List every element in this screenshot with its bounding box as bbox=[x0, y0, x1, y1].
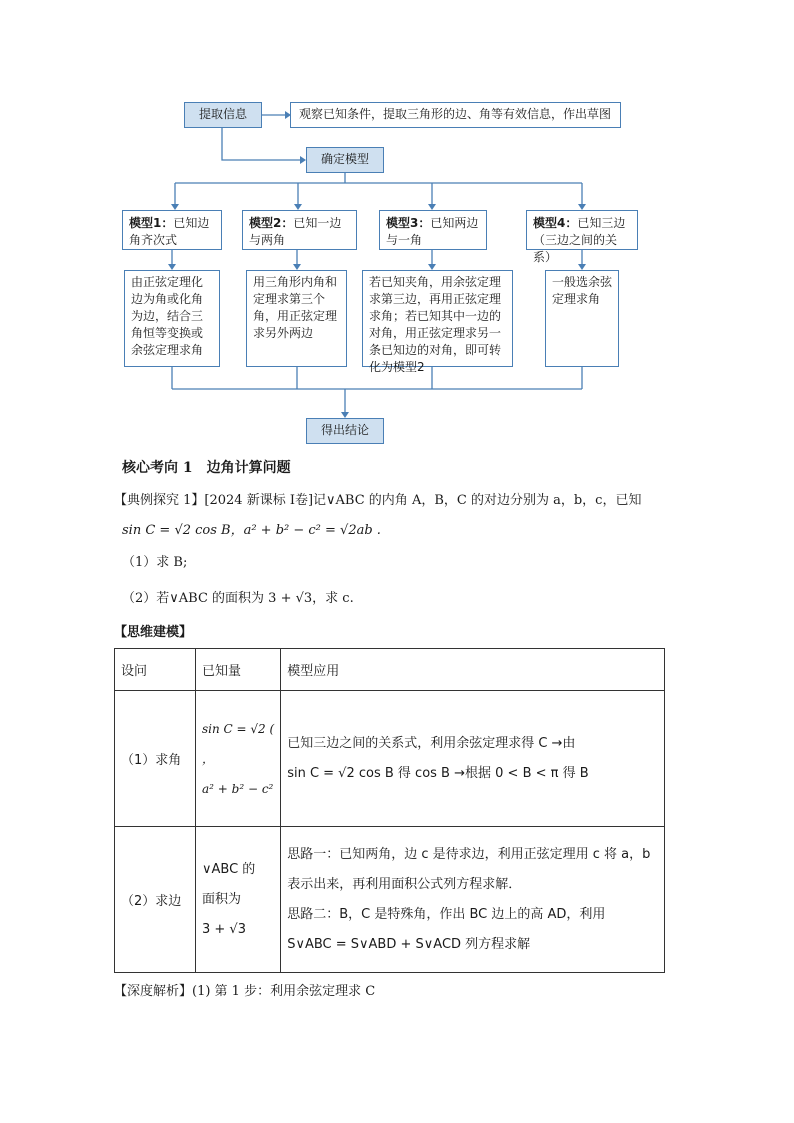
row2-known-1: ∨ABC 的 bbox=[202, 861, 256, 877]
model-4-label: 模型4： bbox=[533, 216, 578, 230]
row2-known bbox=[196, 827, 281, 973]
row2-app-4: S∨ABC = S∨ABD + S∨ACD 列方程求解 bbox=[287, 936, 531, 952]
extract-info-box: 提取信息 bbox=[184, 102, 262, 128]
row1-application bbox=[281, 691, 665, 827]
model-heading: 【思维建模】 bbox=[114, 625, 193, 640]
model-4-method: 一般选余弦定理求角 bbox=[545, 270, 619, 367]
question-2: （2）若∨ABC 的面积为 3 + √3，求 c. bbox=[122, 591, 354, 606]
row1-known bbox=[196, 691, 281, 827]
row1-known-2: ， bbox=[202, 751, 215, 766]
table-header-row bbox=[115, 649, 665, 691]
header-application: 模型应用 bbox=[281, 649, 665, 691]
model-1-label: 模型1： bbox=[129, 216, 174, 230]
row1-question: （1）求角 bbox=[115, 691, 196, 827]
model-4-text: 已知三边（三边之间的关系） bbox=[533, 216, 626, 264]
row2-app-2: 表示出来，再利用面积公式列方程求解． bbox=[287, 876, 522, 892]
row1-known-1: sin C = √2 ( bbox=[202, 721, 275, 736]
example-lead: 【典例探究 1】[2024 新课标 Ⅰ卷]记∨ABC 的内角 A，B，C 的对边分别为 a，b，c，已知 bbox=[114, 493, 642, 508]
row1-app-2: sin C = √2 cos B 得 cos B →根据 0 < B < π 得 B bbox=[287, 765, 589, 781]
row2-app-3: 思路二：B，C 是特殊角，作出 BC 边上的高 AD，利用 bbox=[287, 906, 606, 922]
header-question: 设问 bbox=[115, 649, 196, 691]
extract-info-desc: 观察已知条件，提取三角形的边、角等有效信息，作出草图 bbox=[290, 102, 621, 128]
row2-application bbox=[281, 827, 665, 973]
header-known: 已知量 bbox=[196, 649, 281, 691]
model-4-box bbox=[526, 210, 638, 264]
model-2-box bbox=[242, 210, 357, 250]
question-1: （1）求 B; bbox=[122, 555, 188, 570]
model-2-label: 模型2： bbox=[249, 216, 294, 230]
conclusion-box: 得出结论 bbox=[306, 418, 384, 444]
row2-known-3: 3 + √3 bbox=[202, 921, 246, 937]
row2-app-1: 思路一：已知两角，边 c 是待求边，利用正弦定理用 c 将 a，b bbox=[287, 846, 651, 862]
model-3-method: 若已知夹角，用余弦定理求第三边，再用正弦定理求角；若已知其中一边的对角，用正弦定理求另一条已知边的对角，即可转化为模型2 bbox=[362, 270, 513, 367]
table-row bbox=[115, 691, 665, 827]
table-row bbox=[115, 827, 665, 973]
model-1-method: 由正弦定理化边为角或化角为边，结合三角恒等变换或余弦定理求角 bbox=[124, 270, 220, 367]
row2-question: （2）求边 bbox=[115, 827, 196, 973]
section-title: 核心考向 1 边角计算问题 bbox=[122, 460, 291, 476]
model-1-box bbox=[122, 210, 222, 250]
example-conditions: sin C = √2 cos B，a² + b² − c² = √2ab . bbox=[122, 523, 381, 538]
model-2-text: 已知一边与两角 bbox=[249, 216, 342, 247]
model-3-box bbox=[379, 210, 487, 250]
analysis-line: 【深度解析】(1) 第 1 步：利用余弦定理求 C bbox=[114, 984, 376, 999]
row2-known-2: 面积为 bbox=[202, 891, 242, 907]
row1-known-3: a² + b² − c² bbox=[202, 781, 274, 796]
row1-app-1: 已知三边之间的关系式，利用余弦定理求得 C →由 bbox=[287, 735, 576, 751]
model-table bbox=[114, 648, 665, 973]
model-3-text: 已知两边与一角 bbox=[386, 216, 479, 247]
model-1-text: 已知边角齐次式 bbox=[129, 216, 210, 247]
model-2-method: 用三角形内角和定理求第三个角，用正弦定理求另外两边 bbox=[246, 270, 347, 367]
determine-model-box: 确定模型 bbox=[306, 147, 384, 173]
model-3-label: 模型3： bbox=[386, 216, 431, 230]
